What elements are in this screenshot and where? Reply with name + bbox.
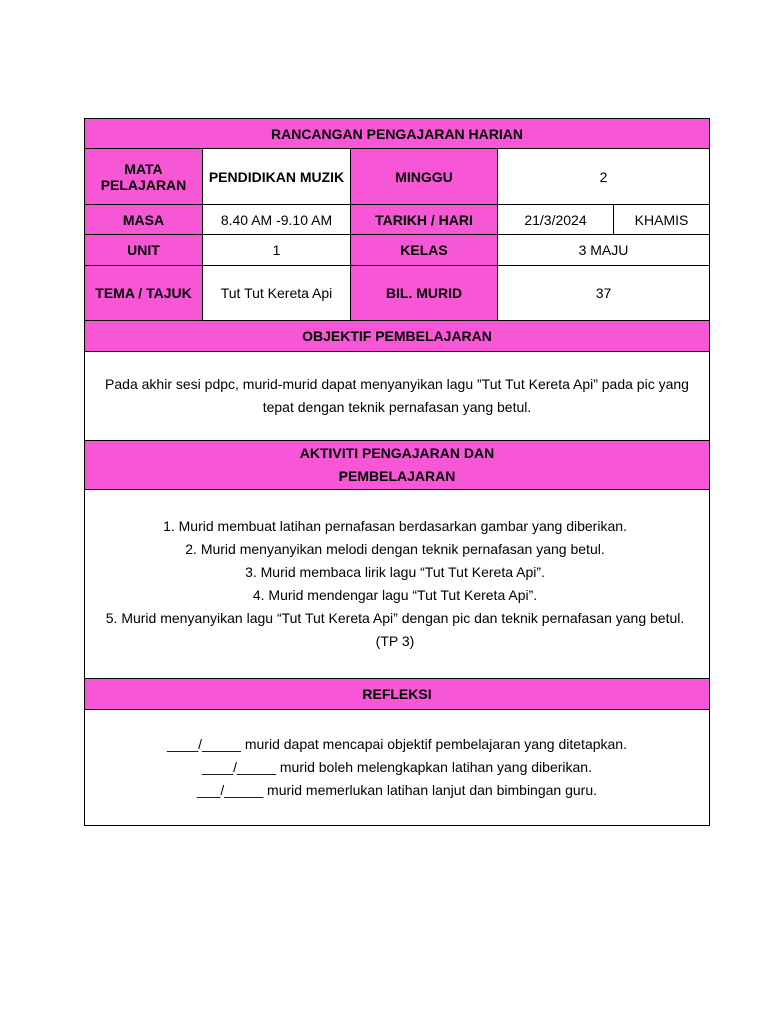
aktiviti-item: (TP 3) <box>375 633 415 649</box>
refleksi-item: ____/_____ murid boleh melengkapkan latihan yang diberikan. <box>202 759 592 775</box>
masa-value: 8.40 AM -9.10 AM <box>203 205 351 235</box>
aktiviti-item: 4. Murid mendengar lagu “Tut Tut Kereta Api”. <box>252 587 538 603</box>
tema-tajuk-label: TEMA / TAJUK <box>85 266 203 321</box>
objektif-line: Pada akhir sesi pdpc, murid-murid dapat menyanyikan lagu ”Tut Tut Kereta Api” pada pic yang <box>105 376 689 392</box>
unit-row <box>85 235 710 266</box>
objektif-heading: OBJEKTIF PEMBELAJARAN <box>85 321 710 352</box>
objektif-heading-row <box>85 321 710 352</box>
unit-value: 1 <box>203 235 351 266</box>
aktiviti-item: 1. Murid membuat latihan pernafasan berdasarkan gambar yang diberikan. <box>163 518 627 534</box>
bil-murid-label: BIL. MURID <box>351 266 498 321</box>
lesson-plan-table <box>84 118 710 826</box>
mata-pelajaran-label: MATA PELAJARAN <box>85 149 203 205</box>
minggu-label: MINGGU <box>351 149 498 205</box>
refleksi-heading-row <box>85 679 710 710</box>
time-row <box>85 205 710 235</box>
aktiviti-item: 2. Murid menyanyikan melodi dengan teknik pernafasan yang betul. <box>185 541 605 557</box>
aktiviti-list <box>85 490 710 679</box>
tema-tajuk-value: Tut Tut Kereta Api <box>203 266 351 321</box>
mata-pelajaran-value: PENDIDIKAN MUZIK <box>203 149 351 205</box>
subject-row <box>85 149 710 205</box>
aktiviti-heading-line: AKTIVITI PENGAJARAN DAN <box>299 445 495 461</box>
refleksi-heading: REFLEKSI <box>85 679 710 710</box>
aktiviti-heading <box>85 441 710 490</box>
masa-label: MASA <box>85 205 203 235</box>
minggu-value: 2 <box>498 149 710 205</box>
unit-label: UNIT <box>85 235 203 266</box>
objektif-text <box>85 352 710 441</box>
refleksi-item: ___/_____ murid memerlukan latihan lanjut dan bimbingan guru. <box>196 782 598 798</box>
theme-row <box>85 266 710 321</box>
aktiviti-item: 5. Murid menyanyikan lagu “Tut Tut Kereta Api” dengan pic dan teknik pernafasan yang betul. <box>105 610 685 626</box>
tarikh-value: 21/3/2024 <box>498 205 614 235</box>
bil-murid-value: 37 <box>498 266 710 321</box>
kelas-value: 3 MAJU <box>498 235 710 266</box>
aktiviti-heading-row <box>85 441 710 490</box>
kelas-label: KELAS <box>351 235 498 266</box>
aktiviti-content-row <box>85 490 710 679</box>
aktiviti-heading-line: PEMBELAJARAN <box>338 468 456 484</box>
objektif-content-row <box>85 352 710 441</box>
objektif-line: tepat dengan teknik pernafasan yang betul. <box>262 399 532 415</box>
title-row <box>85 119 710 149</box>
refleksi-item: ____/_____ murid dapat mencapai objektif pembelajaran yang ditetapkan. <box>167 736 627 752</box>
document-title: RANCANGAN PENGAJARAN HARIAN <box>85 119 710 149</box>
refleksi-content-row <box>85 710 710 826</box>
tarikh-hari-label: TARIKH / HARI <box>351 205 498 235</box>
aktiviti-item: 3. Murid membaca lirik lagu “Tut Tut Kereta Api”. <box>245 564 545 580</box>
hari-value: KHAMIS <box>614 205 710 235</box>
refleksi-list <box>85 710 710 826</box>
